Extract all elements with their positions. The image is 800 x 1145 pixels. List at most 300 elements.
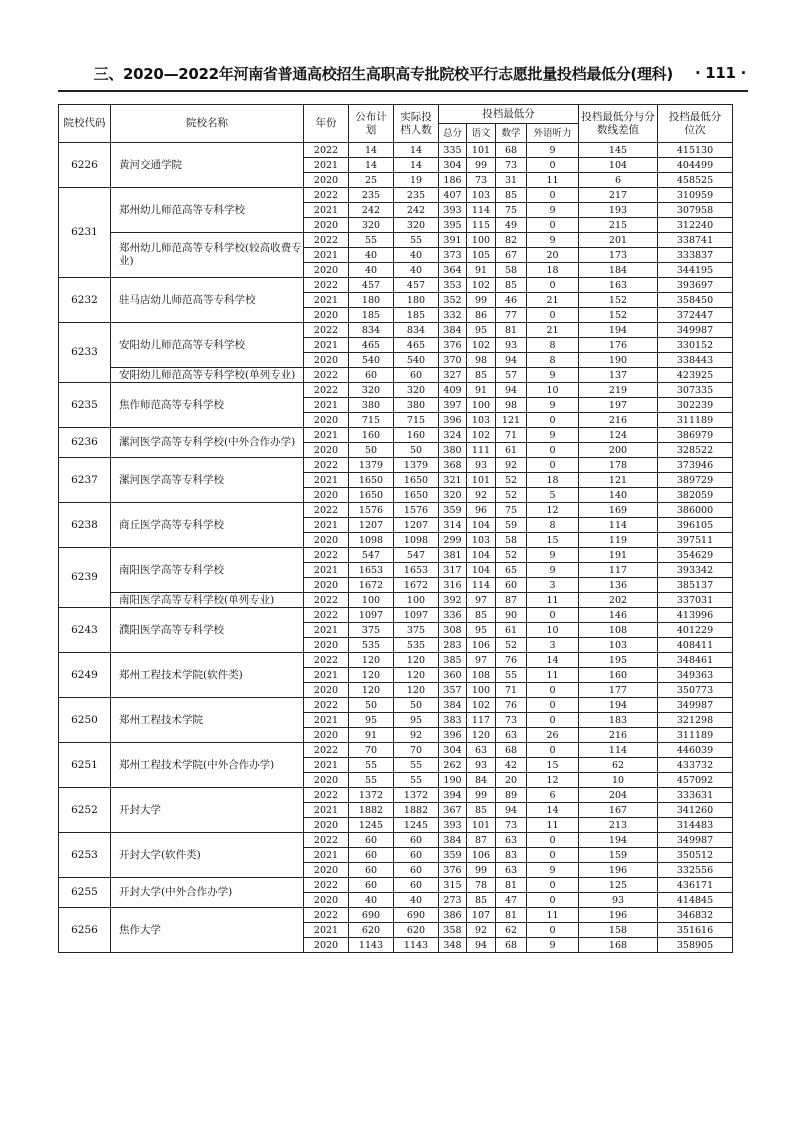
cell-chinese: 101 [467, 818, 496, 833]
cell-chinese: 104 [467, 518, 496, 533]
cell-plan: 25 [349, 173, 394, 188]
cell-admitted: 1372 [394, 788, 439, 803]
cell-admitted: 55 [394, 233, 439, 248]
cell-chinese: 105 [467, 248, 496, 263]
cell-year: 2022 [304, 368, 349, 383]
cell-math: 73 [496, 158, 527, 173]
cell-listening: 6 [527, 788, 579, 803]
cell-rank: 330152 [658, 338, 733, 353]
cell-rank: 408411 [658, 638, 733, 653]
cell-year: 2022 [304, 833, 349, 848]
school-code: 6231 [59, 188, 111, 278]
table-row [59, 278, 733, 293]
cell-admitted: 380 [394, 398, 439, 413]
school-code: 6233 [59, 323, 111, 383]
cell-chinese: 103 [467, 533, 496, 548]
cell-math: 81 [496, 323, 527, 338]
school-code: 6256 [59, 908, 111, 953]
cell-year: 2021 [304, 923, 349, 938]
cell-chinese: 102 [467, 338, 496, 353]
cell-rank: 311189 [658, 728, 733, 743]
cell-total: 335 [439, 143, 467, 158]
school-name: 开封大学 [111, 788, 304, 833]
cell-plan: 1379 [349, 458, 394, 473]
cell-math: 94 [496, 803, 527, 818]
cell-diff: 168 [579, 938, 658, 953]
col-total: 总分 [439, 124, 467, 143]
cell-admitted: 1650 [394, 488, 439, 503]
school-name: 濮阳医学高等专科学校 [111, 608, 304, 653]
cell-listening: 21 [527, 293, 579, 308]
cell-chinese: 100 [467, 233, 496, 248]
cell-chinese: 107 [467, 908, 496, 923]
cell-diff: 194 [579, 833, 658, 848]
cell-chinese: 111 [467, 443, 496, 458]
cell-year: 2022 [304, 653, 349, 668]
cell-year: 2022 [304, 788, 349, 803]
cell-math: 98 [496, 398, 527, 413]
cell-diff: 136 [579, 578, 658, 593]
cell-year: 2022 [304, 698, 349, 713]
cell-listening: 3 [527, 638, 579, 653]
cell-chinese: 102 [467, 428, 496, 443]
cell-chinese: 117 [467, 713, 496, 728]
cell-admitted: 1576 [394, 503, 439, 518]
cell-total: 308 [439, 623, 467, 638]
cell-year: 2021 [304, 623, 349, 638]
cell-total: 304 [439, 743, 467, 758]
cell-admitted: 60 [394, 878, 439, 893]
cell-total: 327 [439, 368, 467, 383]
cell-diff: 114 [579, 743, 658, 758]
cell-listening: 14 [527, 653, 579, 668]
cell-admitted: 60 [394, 833, 439, 848]
cell-math: 85 [496, 188, 527, 203]
cell-diff: 196 [579, 908, 658, 923]
cell-total: 386 [439, 908, 467, 923]
cell-admitted: 60 [394, 863, 439, 878]
cell-diff: 195 [579, 653, 658, 668]
col-math: 数学 [496, 124, 527, 143]
cell-plan: 620 [349, 923, 394, 938]
cell-diff: 216 [579, 413, 658, 428]
cell-admitted: 457 [394, 278, 439, 293]
cell-listening: 8 [527, 338, 579, 353]
cell-math: 57 [496, 368, 527, 383]
cell-math: 71 [496, 428, 527, 443]
cell-listening: 26 [527, 728, 579, 743]
cell-diff: 104 [579, 158, 658, 173]
cell-math: 67 [496, 248, 527, 263]
table-row [59, 608, 733, 623]
table-row [59, 878, 733, 893]
cell-chinese: 85 [467, 893, 496, 908]
cell-total: 391 [439, 233, 467, 248]
school-name: 安阳幼儿师范高等专科学校 [111, 323, 304, 368]
cell-chinese: 104 [467, 563, 496, 578]
cell-admitted: 50 [394, 443, 439, 458]
cell-listening: 0 [527, 848, 579, 863]
table-row [59, 503, 733, 518]
cell-year: 2020 [304, 638, 349, 653]
col-listening: 外语听力 [527, 124, 579, 143]
cell-diff: 194 [579, 323, 658, 338]
school-name: 黄河交通学院 [111, 143, 304, 188]
cell-admitted: 1379 [394, 458, 439, 473]
cell-listening: 0 [527, 743, 579, 758]
cell-diff: 152 [579, 293, 658, 308]
cell-listening: 3 [527, 578, 579, 593]
cell-year: 2022 [304, 608, 349, 623]
cell-plan: 1650 [349, 488, 394, 503]
cell-chinese: 102 [467, 278, 496, 293]
cell-total: 380 [439, 443, 467, 458]
cell-year: 2021 [304, 158, 349, 173]
cell-plan: 465 [349, 338, 394, 353]
cell-plan: 1672 [349, 578, 394, 593]
cell-math: 68 [496, 143, 527, 158]
cell-admitted: 120 [394, 683, 439, 698]
school-name: 焦作大学 [111, 908, 304, 953]
cell-math: 47 [496, 893, 527, 908]
cell-math: 61 [496, 623, 527, 638]
cell-total: 385 [439, 653, 467, 668]
cell-rank: 311189 [658, 413, 733, 428]
school-code: 6255 [59, 878, 111, 908]
cell-chinese: 93 [467, 458, 496, 473]
school-code: 6249 [59, 653, 111, 698]
cell-plan: 185 [349, 308, 394, 323]
cell-plan: 1098 [349, 533, 394, 548]
cell-rank: 328522 [658, 443, 733, 458]
cell-chinese: 104 [467, 548, 496, 563]
cell-diff: 176 [579, 338, 658, 353]
cell-year: 2020 [304, 578, 349, 593]
cell-rank: 314483 [658, 818, 733, 833]
cell-listening: 0 [527, 608, 579, 623]
cell-listening: 9 [527, 863, 579, 878]
col-code: 院校代码 [59, 105, 111, 143]
cell-chinese: 86 [467, 308, 496, 323]
cell-plan: 180 [349, 293, 394, 308]
cell-diff: 103 [579, 638, 658, 653]
cell-plan: 14 [349, 143, 394, 158]
cell-total: 407 [439, 188, 467, 203]
cell-math: 68 [496, 743, 527, 758]
cell-total: 283 [439, 638, 467, 653]
cell-diff: 191 [579, 548, 658, 563]
cell-total: 395 [439, 218, 467, 233]
cell-admitted: 120 [394, 668, 439, 683]
cell-chinese: 73 [467, 173, 496, 188]
cell-plan: 715 [349, 413, 394, 428]
cell-plan: 120 [349, 668, 394, 683]
cell-listening: 0 [527, 458, 579, 473]
cell-diff: 202 [579, 593, 658, 608]
cell-rank: 458525 [658, 173, 733, 188]
cell-plan: 320 [349, 218, 394, 233]
cell-rank: 337031 [658, 593, 733, 608]
cell-year: 2022 [304, 908, 349, 923]
cell-diff: 158 [579, 923, 658, 938]
cell-year: 2022 [304, 323, 349, 338]
cell-listening: 9 [527, 203, 579, 218]
table-row [59, 698, 733, 713]
table-row [59, 233, 733, 248]
cell-chinese: 97 [467, 593, 496, 608]
cell-total: 381 [439, 548, 467, 563]
school-name: 郑州幼儿师范高等专科学校 [111, 188, 304, 233]
cell-diff: 194 [579, 698, 658, 713]
cell-diff: 160 [579, 668, 658, 683]
cell-chinese: 106 [467, 638, 496, 653]
col-min-group: 投档最低分 [439, 105, 579, 124]
header-rule [58, 90, 748, 92]
cell-plan: 55 [349, 773, 394, 788]
cell-listening: 5 [527, 488, 579, 503]
cell-admitted: 715 [394, 413, 439, 428]
school-name: 商丘医学高等专科学校 [111, 503, 304, 548]
cell-diff: 184 [579, 263, 658, 278]
cell-total: 359 [439, 848, 467, 863]
cell-year: 2022 [304, 503, 349, 518]
cell-diff: 163 [579, 278, 658, 293]
cell-listening: 9 [527, 548, 579, 563]
cell-diff: 145 [579, 143, 658, 158]
cell-diff: 217 [579, 188, 658, 203]
school-name: 郑州工程技术学院(软件类) [111, 653, 304, 698]
cell-year: 2022 [304, 188, 349, 203]
page-number: · 111 · [694, 64, 746, 82]
cell-plan: 235 [349, 188, 394, 203]
cell-admitted: 92 [394, 728, 439, 743]
cell-year: 2020 [304, 413, 349, 428]
cell-diff: 114 [579, 518, 658, 533]
cell-rank: 397511 [658, 533, 733, 548]
page-title: 三、2020—2022年河南省普通高校招生高职高专批院校平行志愿批量投档最低分(理科) [93, 64, 673, 83]
cell-listening: 20 [527, 248, 579, 263]
table-row [59, 833, 733, 848]
cell-diff: 124 [579, 428, 658, 443]
school-name: 漯河医学高等专科学校(中外合作办学) [111, 428, 304, 458]
cell-plan: 60 [349, 848, 394, 863]
cell-chinese: 99 [467, 788, 496, 803]
cell-total: 409 [439, 383, 467, 398]
school-code: 6251 [59, 743, 111, 788]
cell-plan: 547 [349, 548, 394, 563]
cell-diff: 10 [579, 773, 658, 788]
cell-rank: 338741 [658, 233, 733, 248]
school-code: 6232 [59, 278, 111, 323]
cell-rank: 349987 [658, 833, 733, 848]
cell-chinese: 102 [467, 698, 496, 713]
cell-rank: 310959 [658, 188, 733, 203]
cell-math: 46 [496, 293, 527, 308]
school-code: 6237 [59, 458, 111, 503]
cell-rank: 373946 [658, 458, 733, 473]
cell-admitted: 465 [394, 338, 439, 353]
cell-admitted: 375 [394, 623, 439, 638]
cell-math: 52 [496, 638, 527, 653]
cell-admitted: 60 [394, 368, 439, 383]
cell-listening: 11 [527, 173, 579, 188]
school-code: 6226 [59, 143, 111, 188]
cell-rank: 414845 [658, 893, 733, 908]
cell-total: 186 [439, 173, 467, 188]
cell-diff: 152 [579, 308, 658, 323]
cell-listening: 12 [527, 773, 579, 788]
col-plan: 公布计划 [349, 105, 394, 143]
cell-diff: 159 [579, 848, 658, 863]
table-row [59, 383, 733, 398]
cell-total: 190 [439, 773, 467, 788]
cell-total: 360 [439, 668, 467, 683]
cell-admitted: 1650 [394, 473, 439, 488]
cell-chinese: 95 [467, 323, 496, 338]
cell-rank: 436171 [658, 878, 733, 893]
cell-chinese: 100 [467, 398, 496, 413]
cell-math: 77 [496, 308, 527, 323]
cell-rank: 341260 [658, 803, 733, 818]
cell-plan: 70 [349, 743, 394, 758]
cell-math: 73 [496, 713, 527, 728]
cell-listening: 0 [527, 443, 579, 458]
cell-chinese: 114 [467, 578, 496, 593]
cell-plan: 380 [349, 398, 394, 413]
cell-total: 262 [439, 758, 467, 773]
cell-admitted: 1653 [394, 563, 439, 578]
cell-year: 2021 [304, 338, 349, 353]
cell-plan: 834 [349, 323, 394, 338]
cell-plan: 55 [349, 758, 394, 773]
table-row [59, 458, 733, 473]
cell-chinese: 63 [467, 743, 496, 758]
col-name: 院校名称 [111, 105, 304, 143]
cell-total: 357 [439, 683, 467, 698]
cell-rank: 358905 [658, 938, 733, 953]
cell-year: 2021 [304, 473, 349, 488]
cell-diff: 193 [579, 203, 658, 218]
header-row [59, 105, 733, 124]
cell-year: 2021 [304, 848, 349, 863]
cell-listening: 0 [527, 308, 579, 323]
cell-year: 2020 [304, 533, 349, 548]
col-admitted: 实际投档人数 [394, 105, 439, 143]
cell-math: 60 [496, 578, 527, 593]
cell-rank: 413996 [658, 608, 733, 623]
cell-year: 2020 [304, 443, 349, 458]
cell-chinese: 101 [467, 473, 496, 488]
cell-admitted: 160 [394, 428, 439, 443]
school-code: 6243 [59, 608, 111, 653]
cell-rank: 321298 [658, 713, 733, 728]
cell-math: 81 [496, 878, 527, 893]
cell-listening: 21 [527, 323, 579, 338]
cell-math: 94 [496, 353, 527, 368]
cell-listening: 18 [527, 263, 579, 278]
cell-diff: 197 [579, 398, 658, 413]
cell-year: 2021 [304, 398, 349, 413]
cell-plan: 40 [349, 248, 394, 263]
cell-chinese: 101 [467, 143, 496, 158]
cell-math: 58 [496, 533, 527, 548]
cell-total: 397 [439, 398, 467, 413]
cell-math: 63 [496, 833, 527, 848]
cell-plan: 120 [349, 683, 394, 698]
cell-total: 316 [439, 578, 467, 593]
cell-diff: 178 [579, 458, 658, 473]
cell-total: 314 [439, 518, 467, 533]
cell-admitted: 690 [394, 908, 439, 923]
cell-plan: 50 [349, 698, 394, 713]
cell-admitted: 540 [394, 353, 439, 368]
cell-math: 81 [496, 908, 527, 923]
cell-math: 75 [496, 503, 527, 518]
cell-year: 2021 [304, 668, 349, 683]
cell-year: 2022 [304, 143, 349, 158]
cell-plan: 60 [349, 878, 394, 893]
cell-rank: 348461 [658, 653, 733, 668]
cell-listening: 14 [527, 803, 579, 818]
cell-chinese: 84 [467, 773, 496, 788]
cell-rank: 350512 [658, 848, 733, 863]
cell-total: 394 [439, 788, 467, 803]
school-code: 6235 [59, 383, 111, 428]
cell-rank: 401229 [658, 623, 733, 638]
cell-chinese: 99 [467, 158, 496, 173]
school-name: 南阳医学高等专科学校 [111, 548, 304, 593]
cell-admitted: 834 [394, 323, 439, 338]
cell-admitted: 40 [394, 248, 439, 263]
cell-listening: 9 [527, 233, 579, 248]
cell-math: 62 [496, 923, 527, 938]
cell-plan: 320 [349, 383, 394, 398]
cell-rank: 302239 [658, 398, 733, 413]
cell-listening: 11 [527, 593, 579, 608]
cell-listening: 11 [527, 908, 579, 923]
cell-admitted: 1207 [394, 518, 439, 533]
table-row [59, 788, 733, 803]
cell-plan: 690 [349, 908, 394, 923]
cell-plan: 1143 [349, 938, 394, 953]
cell-admitted: 40 [394, 263, 439, 278]
cell-plan: 1576 [349, 503, 394, 518]
cell-admitted: 320 [394, 383, 439, 398]
cell-rank: 358450 [658, 293, 733, 308]
cell-year: 2021 [304, 428, 349, 443]
cell-admitted: 1245 [394, 818, 439, 833]
cell-year: 2021 [304, 713, 349, 728]
school-name: 开封大学(软件类) [111, 833, 304, 878]
cell-math: 55 [496, 668, 527, 683]
cell-admitted: 55 [394, 773, 439, 788]
cell-math: 63 [496, 863, 527, 878]
cell-listening: 0 [527, 878, 579, 893]
cell-chinese: 95 [467, 623, 496, 638]
cell-total: 324 [439, 428, 467, 443]
cell-year: 2020 [304, 218, 349, 233]
cell-year: 2021 [304, 293, 349, 308]
cell-math: 52 [496, 548, 527, 563]
cell-plan: 375 [349, 623, 394, 638]
cell-plan: 535 [349, 638, 394, 653]
cell-rank: 393342 [658, 563, 733, 578]
school-name: 南阳医学高等专科学校(单列专业) [111, 593, 304, 608]
cell-chinese: 108 [467, 668, 496, 683]
cell-diff: 215 [579, 218, 658, 233]
cell-rank: 307958 [658, 203, 733, 218]
school-code: 6250 [59, 698, 111, 743]
